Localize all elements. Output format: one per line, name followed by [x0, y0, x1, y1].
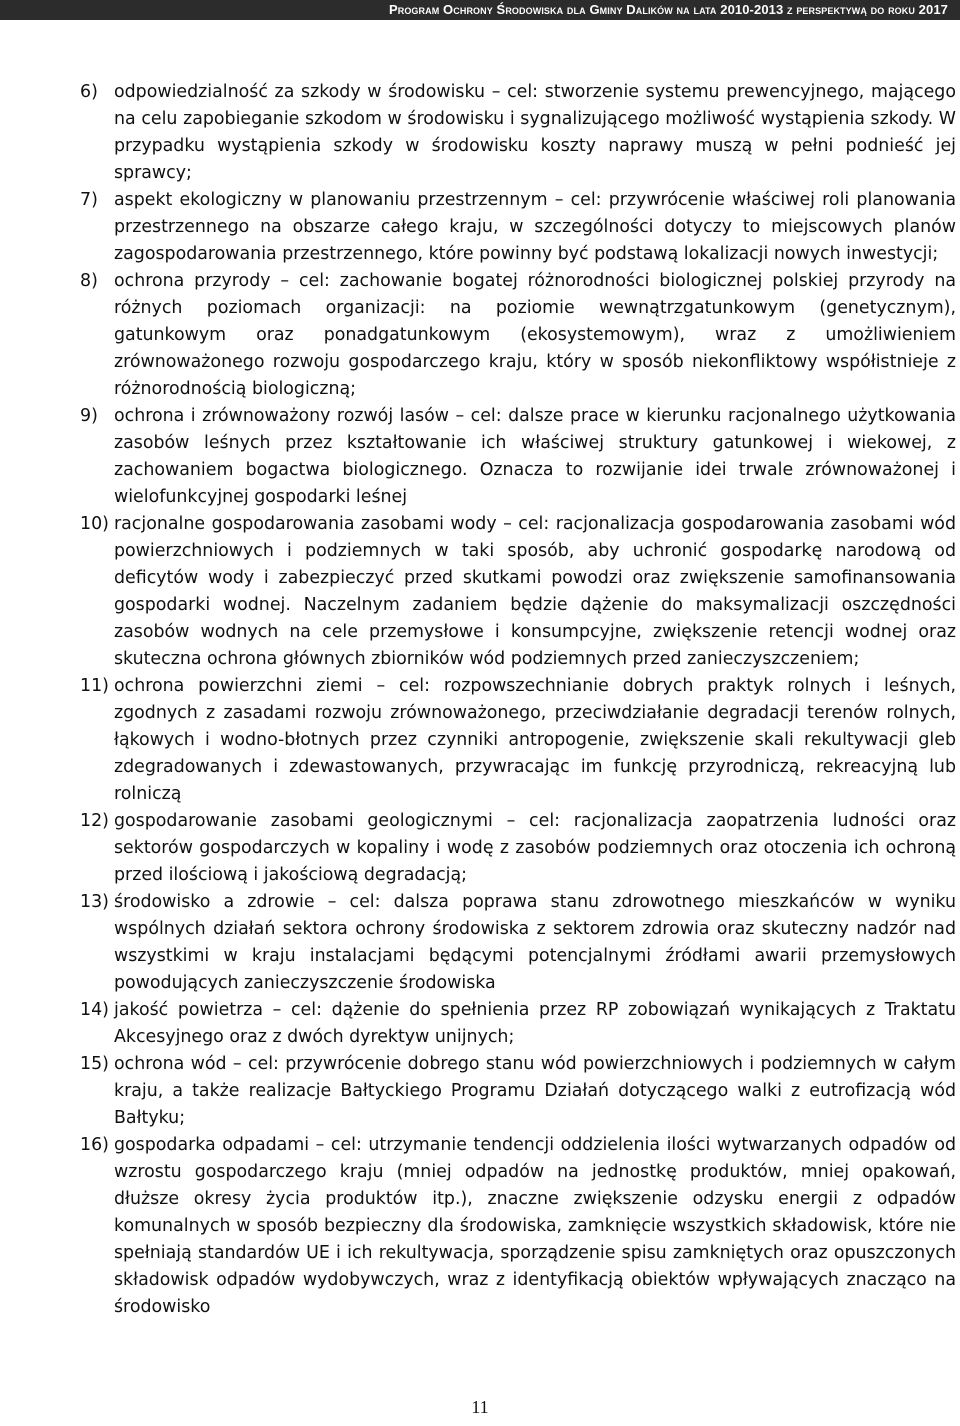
- item-number: 8): [80, 271, 98, 291]
- item-text: ochrona powierzchni ziemi – cel: rozpowszechnianie dobrych praktyk rolnych i leśnych, zgodnych z zasadami rozwoju zrównoważonego, przeciwdziałanie degradacji terenów rolnych, łąkowych i wodno-błotnych przez czynniki antropogenie, zwiększenie skali rekultywacji gleb zdegradowanych i zdewastowanych, przywracając im funkcję przyrodniczą, rekreacyjną lub rolniczą: [114, 676, 956, 804]
- item-number: 14): [80, 1000, 109, 1020]
- list-item: [80, 187, 956, 268]
- document-header: Program Ochrony Środowiska dla Gminy Dalików na lata 2010-2013 z perspektywą do roku 2017: [0, 0, 960, 20]
- list-item: [80, 889, 956, 997]
- item-number: 7): [80, 190, 98, 210]
- list-item: [80, 268, 956, 403]
- list-item: [80, 808, 956, 889]
- item-text: odpowiedzialność za szkody w środowisku – cel: stworzenie systemu prewencyjnego, mającego na celu zapobieganie szkodom w środowisku i sygnalizującego możliwość wystąpienia szkody. W przypadku wystąpienia szkody w środowisku koszty naprawy muszą w pełni podnieść jej sprawcy;: [114, 82, 956, 183]
- list-item: [80, 403, 956, 511]
- item-text: jakość powietrza – cel: dążenie do spełnienia przez RP zobowiązań wynikających z Traktatu Akcesyjnego oraz z dwóch dyrektyw unijnych;: [114, 1000, 956, 1047]
- item-number: 15): [80, 1054, 109, 1074]
- item-text: racjonalne gospodarowania zasobami wody – cel: racjonalizacja gospodarowania zasobami wód powierzchniowych i podziemnych w taki sposób, aby uchronić gospodarkę narodową od deficytów wody i zabezpieczyć przed skutkami powodzi oraz zwiększenie samofinansowania gospodarki wodnej. Naczelnym zadaniem będzie dążenie do maksymalizacji oszczędności zasobów wodnych na cele przemysłowe i konsumpcyjne, zwiększenie retencji wodnej oraz skuteczna ochrona głównych zbiorników wód podziemnych przed zanieczyszczeniem;: [114, 514, 956, 669]
- item-number: 13): [80, 892, 109, 912]
- item-text: ochrona i zrównoważony rozwój lasów – cel: dalsze prace w kierunku racjonalnego użytkowania zasobów leśnych przez kształtowanie ich właściwej struktury gatunkowej i wiekowej, z zachowaniem bogactwa biologicznego. Oznacza to rozwijanie idei trwale zrównoważonej i wielofunkcyjnej gospodarki leśnej: [114, 406, 956, 507]
- objectives-list: [80, 79, 956, 1321]
- list-item: [80, 997, 956, 1051]
- item-text: środowisko a zdrowie – cel: dalsza poprawa stanu zdrowotnego mieszkańców w wyniku wspólnych działań sektora ochrony środowiska z sektorem zdrowia oraz skuteczny nadzór nad wszystkimi w kraju instalacjami będącymi potencjalnymi źródłami awarii przemysłowych powodujących zanieczyszczenie środowiska: [114, 892, 956, 993]
- item-number: 12): [80, 811, 109, 831]
- list-item: [80, 79, 956, 187]
- item-text: gospodarka odpadami – cel: utrzymanie tendencji oddzielenia ilości wytwarzanych odpadów od wzrostu gospodarczego kraju (mniej odpadów na jednostkę produktów, mniej opakowań, dłuższe okresy życia produktów itp.), znaczne zwiększenie odzysku energii z odpadów komunalnych w sposób bezpieczny dla środowiska, zamknięcie wszystkich składowisk, które nie spełniają standardów UE i ich rekultywacja, sporządzenie spisu zamkniętych oraz opuszczonych składowisk odpadów wydobywczych, wraz z identyfikacją obiektów wpływających znacząco na środowisko: [114, 1135, 956, 1317]
- item-text: aspekt ekologiczny w planowaniu przestrzennym – cel: przywrócenie właściwej roli planowania przestrzennego na obszarze całego kraju, w szczególności dotyczy to miejscowych planów zagospodarowania przestrzennego, które powinny być podstawą lokalizacji nowych inwestycji;: [114, 190, 956, 264]
- item-text: ochrona wód – cel: przywrócenie dobrego stanu wód powierzchniowych i podziemnych w całym kraju, a także realizacje Bałtyckiego Programu Działań dotyczącego walki z eutrofizacją wód Bałtyku;: [114, 1054, 956, 1128]
- item-number: 6): [80, 82, 98, 102]
- item-number: 16): [80, 1135, 109, 1155]
- item-number: 11): [80, 676, 109, 696]
- list-item: [80, 673, 956, 808]
- list-item: [80, 511, 956, 673]
- page-number: 11: [471, 1397, 489, 1417]
- item-number: 10): [80, 514, 109, 534]
- item-number: 9): [80, 406, 98, 426]
- item-text: ochrona przyrody – cel: zachowanie bogatej różnorodności biologicznej polskiej przyrody na różnych poziomach organizacji: na poziomie wewnątrzgatunkowym (genetycznym), gatunkowym oraz ponadgatunkowym (ekosystemowym), wraz z umożliwieniem zrównoważonego rozwoju gospodarczego kraju, który w sposób niekonfliktowy współistnieje z różnorodnością biologiczną;: [114, 271, 956, 399]
- item-text: gospodarowanie zasobami geologicznymi – cel: racjonalizacja zaopatrzenia ludności oraz sektorów gospodarczych w kopaliny i wodę z zasobów podziemnych oraz otoczenia ich ochroną przed ilościową i jakościową degradacją;: [114, 811, 956, 885]
- list-item: [80, 1132, 956, 1321]
- list-item: [80, 1051, 956, 1132]
